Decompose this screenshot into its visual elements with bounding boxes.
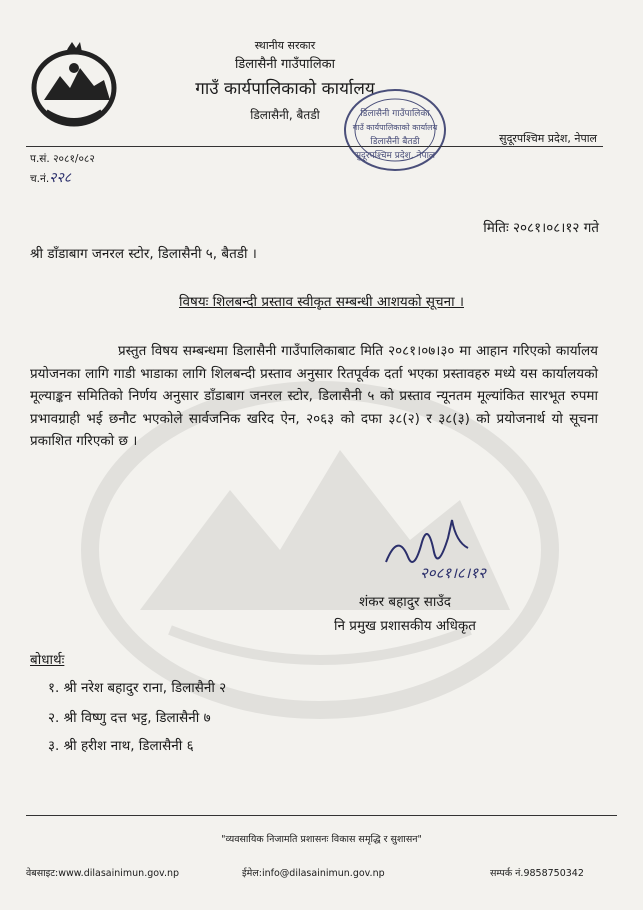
signer-name: शंकर बहादुर साउँद	[359, 594, 451, 610]
cc-item: २. श्री विष्णु दत्त भट्ट, डिलासैनी ७	[48, 710, 211, 726]
chalani-number-row	[30, 168, 71, 187]
svg-text:डिलासैनी गाउँपालिका: डिलासैनी गाउँपालिका	[360, 109, 430, 119]
header-local-government: स्थानीय सरकार	[254, 39, 316, 52]
cc-item: ३. श्री हरीश नाथ, डिलासैनी ६	[48, 738, 194, 754]
signature-date: २०८१।८।१२	[420, 564, 486, 582]
chalani-label: च.नं.	[30, 173, 50, 185]
cc-title: बोधार्थः	[30, 652, 65, 668]
subject-line	[0, 292, 643, 310]
footer-motto: "व्यवसायिक निजामति प्रशासनः विकास समृद्धि र सुशासन"	[221, 834, 422, 845]
patra-sankhya: प.सं. २०८१/०८२	[30, 153, 95, 165]
header-location: डिलासैनी, बैतडी	[250, 108, 320, 122]
svg-text:गाउँ कार्यपालिकाको कार्यालय: गाउँ कार्यपालिकाको कार्यालय	[352, 123, 438, 132]
header-office: गाउँ कार्यपालिकाको कार्यालय	[195, 79, 375, 99]
footer-contact: सम्पर्क नं.9858750342	[490, 868, 584, 879]
svg-text:सुदूरपश्चिम प्रदेश, नेपाल: सुदूरपश्चिम प्रदेश, नेपाल	[354, 151, 436, 161]
header-province: सुदूरपश्चिम प्रदेश, नेपाल	[499, 132, 597, 145]
svg-text:डिलासैनी बैतडी: डिलासैनी बैतडी	[370, 137, 420, 147]
header-municipality: डिलासैनी गाउँपालिका	[234, 57, 336, 72]
chalani-number: २२८	[49, 170, 72, 186]
office-stamp	[340, 84, 450, 176]
footer-website: वेबसाइट:www.dilasainimun.gov.np	[26, 868, 180, 879]
header-divider	[26, 146, 603, 147]
footer-email: ईमेल:info@dilasainimun.gov.np	[242, 868, 385, 879]
letter-date: मितिः २०८१।०८।१२ गते	[483, 220, 599, 236]
recipient: श्री डाँडाबाग जनरल स्टोर, डिलासैनी ५, बैतडी ।	[30, 246, 257, 262]
handwritten-signature	[378, 512, 538, 584]
cc-item: १. श्री नरेश बहादुर राना, डिलासैनी २	[48, 680, 227, 696]
subject-text: विषयः शिलबन्दी प्रस्ताव स्वीकृत सम्बन्धी आशयको सूचना ।	[179, 294, 464, 310]
footer-divider	[26, 815, 617, 816]
government-emblem-icon	[28, 38, 120, 130]
body-paragraph: प्रस्तुत विषय सम्बन्धमा डिलासैनी गाउँपालिकाबाट मिति २०८१।०७।३० मा आहान गरिएको कार्यालय प्रयोजनका लागि गाडी भाडाका लागि शिलबन्दी प्रस्ताव अनुसार रितपूर्वक दर्ता भएका प्रस्तावहरु मध्ये यस कार्यालयको मूल्याङ्कन समितिको निर्णय अनुसार डाँडाबाग जनरल स्टोर, डिलासैनी ५ को प्रस्ताव न्यूनतम मूल्यांकित सारभूत रुपमा प्रभावग्राही भई छनौट भएकोले सार्वजनिक खरिद ऐन, २०६३ को दफा ३८(२) र ३८(३) को प्रयोजनार्थ यो सूचना प्रकाशित गरिएको छ ।	[30, 343, 598, 449]
signer-title: नि प्रमुख प्रशासकीय अधिकृत	[333, 618, 476, 634]
